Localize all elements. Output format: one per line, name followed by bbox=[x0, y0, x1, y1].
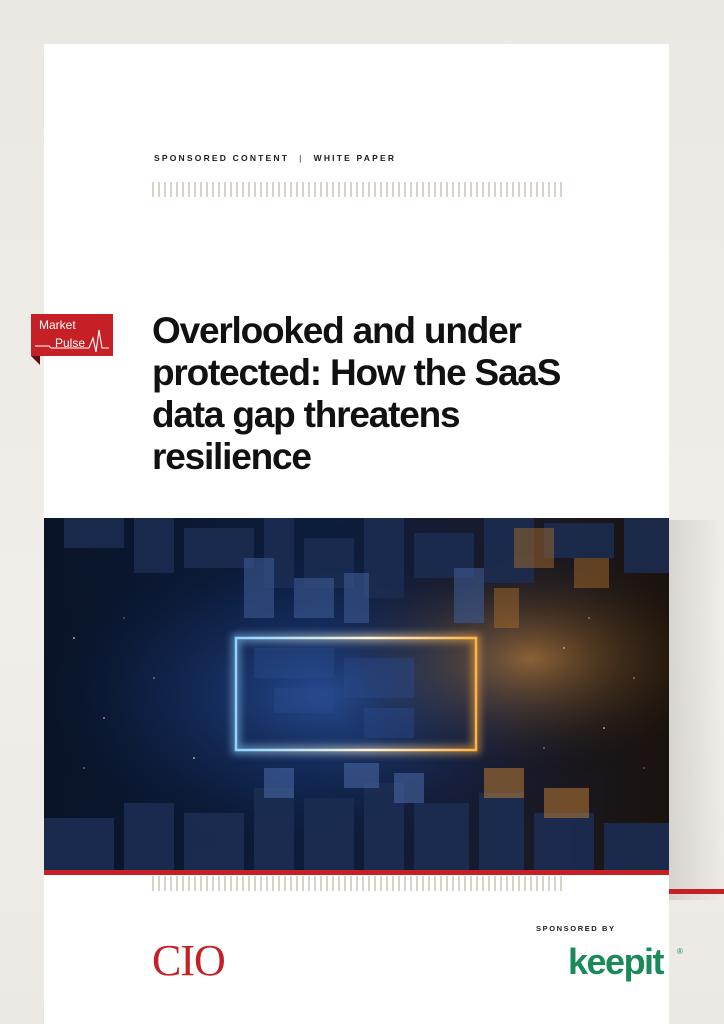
category-label: SPONSORED CONTENT bbox=[154, 153, 290, 163]
keepit-registered-mark: ® bbox=[677, 947, 683, 956]
type-label: WHITE PAPER bbox=[313, 153, 397, 163]
keepit-logo: keepit bbox=[568, 941, 664, 982]
hero-image bbox=[44, 518, 669, 870]
eyebrow-label bbox=[154, 153, 396, 163]
eyebrow-separator: | bbox=[299, 153, 304, 163]
page-title: Overlooked and under protected: How the SaaS data gap threatens resilience bbox=[152, 310, 561, 477]
badge-fold bbox=[31, 356, 40, 365]
decorative-tick-bar-top bbox=[152, 182, 562, 197]
badge-line-market: Market bbox=[39, 318, 76, 332]
red-accent-bar bbox=[44, 870, 669, 875]
page-shadow bbox=[669, 520, 724, 900]
decorative-tick-bar-bottom bbox=[152, 876, 562, 891]
cio-logo: CIO bbox=[152, 936, 225, 985]
market-pulse-badge bbox=[31, 314, 113, 356]
red-accent-bar-extension bbox=[669, 889, 724, 894]
cover-page bbox=[39, 44, 683, 1024]
glowing-frame-abstract-image bbox=[44, 518, 669, 870]
badge-line-pulse: Pulse bbox=[55, 336, 86, 350]
sponsored-by-label: SPONSORED BY bbox=[536, 924, 616, 933]
